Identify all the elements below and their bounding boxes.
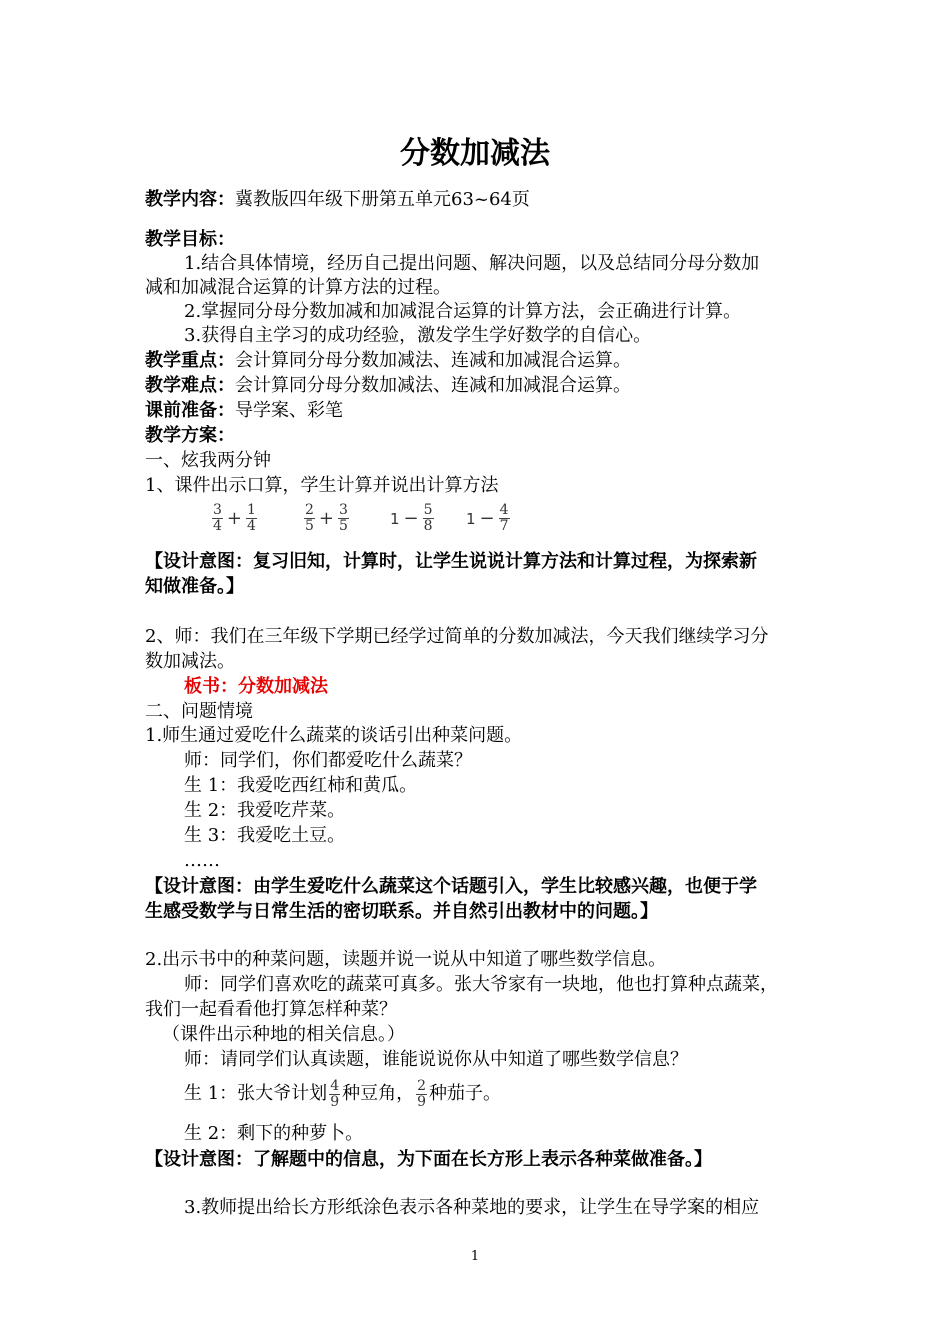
plan-heading: 教学方案： [145, 425, 235, 446]
paragraph-2: 2.出示书中的种菜问题，读题并说一说从中知道了哪些数学信息。 [145, 949, 667, 970]
ellipsis: …… [184, 850, 220, 871]
goal-1-line-1: 1.结合具体情境，经历自己提出问题、解决问题，以及总结同分母分数加 [184, 253, 760, 274]
expression: $\frac{2}{5}$ + $\frac{3}{5}$ [305, 502, 348, 534]
difficult-points: 教学难点：会计算同分母分数加减法、连减和加减混合运算。 [145, 375, 631, 396]
blackboard-writing: 板书：分数加减法 [184, 676, 328, 697]
teacher-line-2-b: 我们一起看看他打算怎样种菜？ [145, 999, 397, 1020]
teacher-line-2-a: 师：同学们喜欢吃的蔬菜可真多。张大爷家有一块地，他也打算种点蔬菜， [184, 974, 778, 995]
design-intent-2-line-2: 生感受数学与日常生活的密切联系。并自然引出教材中的问题。】 [145, 901, 658, 922]
goal-1-line-2: 减和加减混合运算的计算方法的过程。 [145, 277, 451, 298]
paragraph-1: 1.师生通过爱吃什么蔬菜的谈话引出种菜问题。 [145, 725, 523, 746]
page-number: 1 [470, 1249, 480, 1264]
fraction: $\frac{4}{7}$ [499, 502, 509, 534]
goal-2: 2.掌握同分母分数加减和加减混合运算的计算方法，会正确进行计算。 [184, 301, 742, 322]
fraction: $\frac{4}{9}$ [330, 1077, 340, 1110]
teacher-line-3: 师：请同学们认真读题，谁能说说你从中知道了哪些数学信息？ [184, 1049, 688, 1070]
expression: 1 − $\frac{5}{8}$ [390, 502, 433, 534]
student-line-3: 生 3：我爱吃土豆。 [184, 825, 346, 846]
fraction: $\frac{5}{8}$ [423, 502, 433, 534]
student-line-5: 生 2：剩下的种萝卜。 [184, 1123, 364, 1144]
goal-3: 3.获得自主学习的成功经验，激发学生学好数学的自信心。 [184, 325, 652, 346]
section-1-heading: 一、炫我两分钟 [145, 450, 271, 471]
key-points: 教学重点：会计算同分母分数加减法、连减和加减混合运算。 [145, 350, 631, 371]
fraction: $\frac{3}{4}$ [213, 502, 222, 534]
page-title: 分数加减法 [400, 136, 550, 171]
fraction: $\frac{3}{5}$ [339, 502, 348, 534]
preparation: 课前准备：导学案、彩笔 [145, 400, 343, 421]
section-2-heading: 二、问题情境 [145, 701, 253, 722]
design-intent-1-line-2: 知做准备。】 [145, 576, 244, 597]
mental-math-expressions [210, 503, 530, 543]
fraction: $\frac{1}{4}$ [247, 502, 256, 534]
goals-heading: 教学目标： [145, 229, 235, 250]
student-line-1: 生 1：我爱吃西红柿和黄瓜。 [184, 775, 418, 796]
teacher-line-1: 师：同学们，你们都爱吃什么蔬菜？ [184, 750, 472, 771]
teaching-content: 教学内容：冀教版四年级下册第五单元63~64页 [145, 189, 530, 210]
item-2-line-2: 数加减法。 [145, 651, 235, 672]
student-line-4: 生 1：张大爷计划 $\frac{4}{9}$ 种豆角， $\frac{2}{9}$ 种茄子。 [184, 1077, 502, 1110]
design-intent-1-line-1: 【设计意图：复习旧知，计算时，让学生说说计算方法和计算过程，为探索新 [145, 551, 757, 572]
fraction: $\frac{2}{5}$ [305, 502, 314, 534]
fraction: $\frac{2}{9}$ [417, 1077, 427, 1110]
expression: $\frac{3}{4}$ + $\frac{1}{4}$ [213, 502, 256, 534]
courseware-note: （课件出示种地的相关信息。） [162, 1024, 405, 1045]
item-2-line-1: 2、师：我们在三年级下学期已经学过简单的分数加减法，今天我们继续学习分 [145, 626, 769, 647]
design-intent-2-line-1: 【设计意图：由学生爱吃什么蔬菜这个话题引入，学生比较感兴趣，也便于学 [145, 876, 757, 897]
paragraph-3: 3.教师提出给长方形纸涂色表示各种菜地的要求，让学生在导学案的相应 [184, 1197, 760, 1218]
design-intent-3: 【设计意图：了解题中的信息，为下面在长方形上表示各种菜做准备。】 [145, 1149, 712, 1170]
expression: 1 − $\frac{4}{7}$ [466, 502, 509, 534]
student-line-2: 生 2：我爱吃芹菜。 [184, 800, 346, 821]
item-1: 1、课件出示口算，学生计算并说出计算方法 [145, 475, 499, 496]
